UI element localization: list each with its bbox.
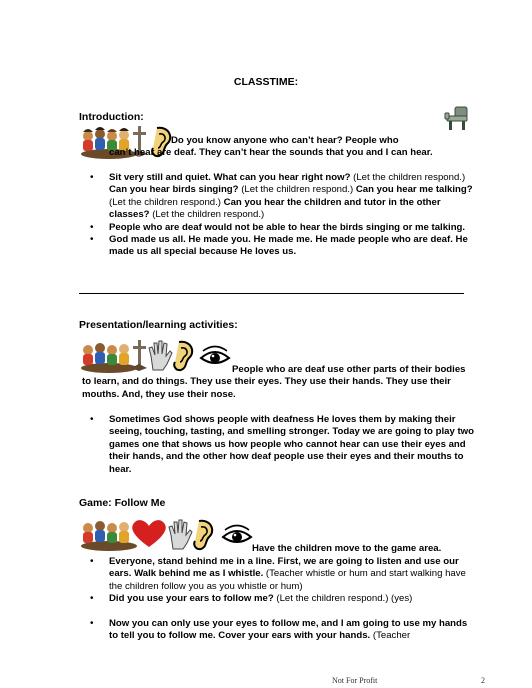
game-bullet-list (82, 556, 474, 642)
bullet-text-bold: Sit very still and quiet. What can you hear right now? (109, 172, 351, 183)
presentation-heading: Presentation/learning activities: (79, 319, 238, 331)
bench-chair-icon (443, 105, 471, 136)
bullet-text-bold: Did you use your ears to follow me? (109, 593, 274, 605)
section-divider (79, 293, 464, 294)
page-title: CLASSTIME: (233, 76, 299, 88)
bullet-text-bold: Now you can only use your eyes to follow me, and I am going to use my hands to tell you to follow me. Cover your ears with your hands. (109, 617, 468, 642)
bullet-text-note: (Let the children respond.) (350, 172, 466, 183)
introduction-bullet-item (82, 234, 474, 259)
introduction-lead (79, 135, 479, 160)
presentation-bullet-item (82, 414, 474, 476)
bullet-text-bold: People who are deaf would not be able to hear the birds singing or me talking. (109, 221, 466, 233)
bullet-text-note: (Let the children respond.) (149, 209, 265, 221)
introduction-heading: Introduction: (79, 111, 144, 123)
bullet-text-bold: Can you hear the children and tutor in the other classes? (109, 196, 441, 221)
game-bullet-item (82, 618, 474, 643)
introduction-bullet-item (82, 172, 474, 222)
game-bullet-item (82, 593, 474, 605)
bullet-text-note: (Let the children respond.) (109, 196, 224, 208)
introduction-lead-line-2: can’t hear are deaf. They can’t hear the sounds that you and I can hear. (109, 147, 433, 159)
bullet-text-note: (Let the children respond.) (238, 184, 356, 196)
ear-icon (194, 521, 212, 549)
bullet-text-bold: Everyone, stand behind me in a line. First, we are going to listen and use our ears. Walk behind me as I whistle. (109, 556, 459, 580)
hand-icon (169, 520, 192, 549)
eye-icon (201, 347, 229, 364)
bullet-text-bold: Can you hear birds singing? (109, 184, 239, 196)
presentation-bullet-list (82, 414, 474, 476)
introduction-lead-line-1: Do you know anyone who can’t hear? People who (171, 135, 399, 146)
bullet-text-bold: Sometimes God shows people with deafness He loves them by making their seeing, touching, tasting, and smelling stronger. Today we are going to play two games one that shows us how people who cannot hear can use their eyes and their hands, and the other how deaf people use their eyes and their mouths to hear. (109, 414, 474, 475)
bullet-text-bold: Can you hear me talking? (355, 184, 473, 196)
footer-note: Not For Profit (332, 676, 378, 685)
heart-icon (132, 520, 165, 547)
children-group-icon (81, 521, 137, 551)
page-number: 2 (481, 676, 485, 685)
introduction-bullet-item (82, 222, 474, 234)
bullet-text-note: (Teacher whistle or hum and start walking have the children follow you as you whistle or hum) (109, 568, 466, 592)
bullet-text-bold: God made us all. He made you. He made me. He made people who are deaf. He made us all special because He loves us. (109, 234, 468, 258)
eye-icon (223, 526, 251, 543)
game-bullet-item (82, 556, 474, 593)
game-icon-row (79, 515, 259, 558)
bullet-text-note: (Let the children respond.) (yes) (273, 593, 413, 605)
presentation-lead: People who are deaf use other parts of their bodies to learn, and do things. They use their eyes. They use their hands. They use their mouths. And, they use their nose. (82, 364, 466, 400)
game-lead: Have the children move to the game area. (252, 543, 442, 554)
game-heading: Game: Follow Me (79, 497, 166, 509)
introduction-bullet-list (82, 172, 474, 259)
bullet-text-note: (Teacher (370, 630, 411, 642)
